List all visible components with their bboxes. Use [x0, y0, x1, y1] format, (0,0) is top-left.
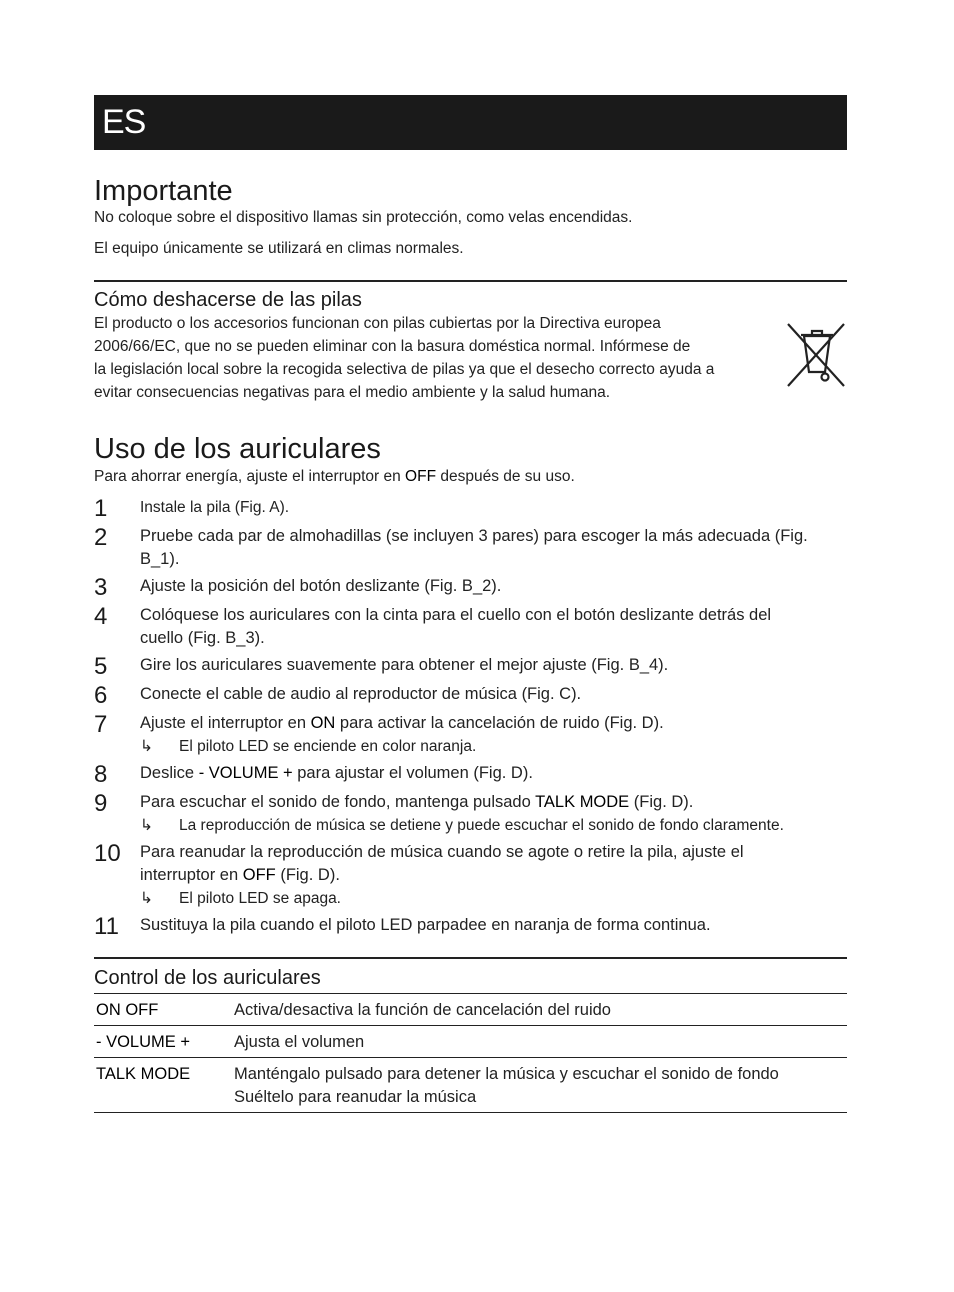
step-item	[94, 604, 847, 650]
table-row	[94, 1058, 847, 1113]
step-text: Deslice - VOLUME + para ajustar el volumen (Fig. D).	[140, 764, 533, 782]
step-item	[94, 525, 847, 571]
step-text: Conecte el cable de audio al reproductor de música (Fig. C).	[140, 685, 582, 703]
result-arrow-icon: ↳	[140, 890, 153, 907]
importante-section	[94, 174, 847, 260]
manual-page	[94, 95, 847, 1113]
uso-intro: Para ahorrar energía, ajuste el interruptor en OFF después de su uso.	[94, 468, 575, 485]
switch-key-label: OFF	[405, 468, 437, 485]
control-description: Manténgalo pulsado para detener la música y escuchar el sonido de fondo Suéltelo para reanudar la música	[232, 1058, 847, 1113]
step-number: 11	[94, 913, 119, 940]
control-key: ON OFF	[94, 994, 232, 1026]
control-key: TALK MODE	[94, 1058, 232, 1113]
step-number: 1	[94, 495, 108, 522]
step-text: Para reanudar la reproducción de música cuando se agote o retire la pila, ajuste el interruptor en OFF (Fig. D). ↳ El piloto LED se apaga.	[140, 841, 847, 910]
switch-key-label: ON	[310, 714, 336, 732]
uso-section	[94, 432, 847, 939]
control-table	[94, 993, 847, 1113]
language-header-bar	[94, 95, 847, 150]
pilas-text	[94, 312, 764, 404]
table-row	[94, 1026, 847, 1058]
step-item	[94, 712, 847, 758]
step-item	[94, 791, 847, 837]
step-text: Sustituya la pila cuando el piloto LED parpadee en naranja de forma continua.	[140, 916, 711, 934]
importante-title: Importante	[94, 175, 233, 207]
control-title: Control de los auriculares	[94, 967, 321, 989]
language-code: ES	[102, 103, 146, 141]
step-item	[94, 496, 847, 521]
step-number: 7	[94, 711, 108, 738]
pilas-title: Cómo deshacerse de las pilas	[94, 289, 362, 311]
control-description: Ajusta el volumen	[232, 1026, 847, 1058]
step-text: Ajuste la posición del botón deslizante (Fig. B_2).	[140, 577, 502, 595]
control-section	[94, 966, 847, 1113]
table-row	[94, 994, 847, 1026]
step-text: Para escuchar el sonido de fondo, mantenga pulsado TALK MODE (Fig. D). ↳ La reproducción de música se detiene y puede escuchar el sonido de fondo claramente.	[140, 791, 847, 837]
pilas-section	[94, 288, 847, 404]
pilas-line: El producto o los accesorios funcionan con pilas cubiertas por la Directiva europea	[94, 315, 661, 332]
step-result: ↳ La reproducción de música se detiene y puede escuchar el sonido de fondo claramente.	[140, 814, 847, 837]
step-item	[94, 762, 847, 787]
step-number: 2	[94, 524, 108, 551]
step-number: 4	[94, 603, 108, 630]
uso-title: Uso de los auriculares	[94, 433, 381, 465]
volume-key-label: - VOLUME +	[198, 764, 293, 782]
step-item	[94, 654, 847, 679]
importante-paragraph-2: El equipo únicamente se utilizará en climas normales.	[94, 240, 464, 257]
step-text: Instale la pila (Fig. A).	[140, 499, 290, 516]
pilas-line: evitar consecuencias negativas para el medio ambiente y la salud humana.	[94, 384, 611, 401]
pilas-line: la legislación local sobre la recogida selectiva de pilas ya que el desecho correcto ayuda a	[94, 361, 715, 378]
talk-mode-key-label: TALK MODE	[535, 793, 630, 811]
step-result: ↳ El piloto LED se enciende en color naranja.	[140, 735, 847, 758]
step-item	[94, 841, 847, 910]
step-item	[94, 914, 847, 939]
step-text: Ajuste el interruptor en ON para activar la cancelación de ruido (Fig. D). ↳ El piloto LED se enciende en color naranja.	[140, 712, 847, 758]
switch-key-label: OFF	[242, 866, 276, 884]
step-number: 8	[94, 761, 108, 788]
control-key: - VOLUME +	[94, 1026, 232, 1058]
importante-paragraph-1: No coloque sobre el dispositivo llamas sin protección, como velas encendidas.	[94, 209, 633, 226]
pilas-line: 2006/66/EC, que no se pueden eliminar con la basura doméstica normal. Infórmese de	[94, 338, 691, 355]
step-number: 6	[94, 682, 108, 709]
step-item	[94, 683, 847, 708]
result-arrow-icon: ↳	[140, 738, 153, 755]
crossed-out-wheelie-bin-icon	[785, 322, 847, 388]
step-list	[94, 496, 847, 939]
step-number: 3	[94, 574, 108, 601]
section-divider	[94, 280, 847, 282]
step-number: 10	[94, 840, 121, 867]
step-text: Pruebe cada par de almohadillas (se incluyen 3 pares) para escoger la más adecuada (Fig. B_1).	[140, 527, 808, 568]
result-arrow-icon: ↳	[140, 817, 153, 834]
step-item	[94, 575, 847, 600]
control-description: Activa/desactiva la función de cancelación del ruido	[232, 994, 847, 1026]
step-number: 5	[94, 653, 108, 680]
step-text: Colóquese los auriculares con la cinta para el cuello con el botón deslizante detrás del cuello (Fig. B_3).	[140, 606, 772, 647]
step-result: ↳ El piloto LED se apaga.	[140, 887, 847, 910]
step-text: Gire los auriculares suavemente para obtener el mejor ajuste (Fig. B_4).	[140, 656, 669, 674]
step-number: 9	[94, 790, 108, 817]
section-divider	[94, 957, 847, 959]
